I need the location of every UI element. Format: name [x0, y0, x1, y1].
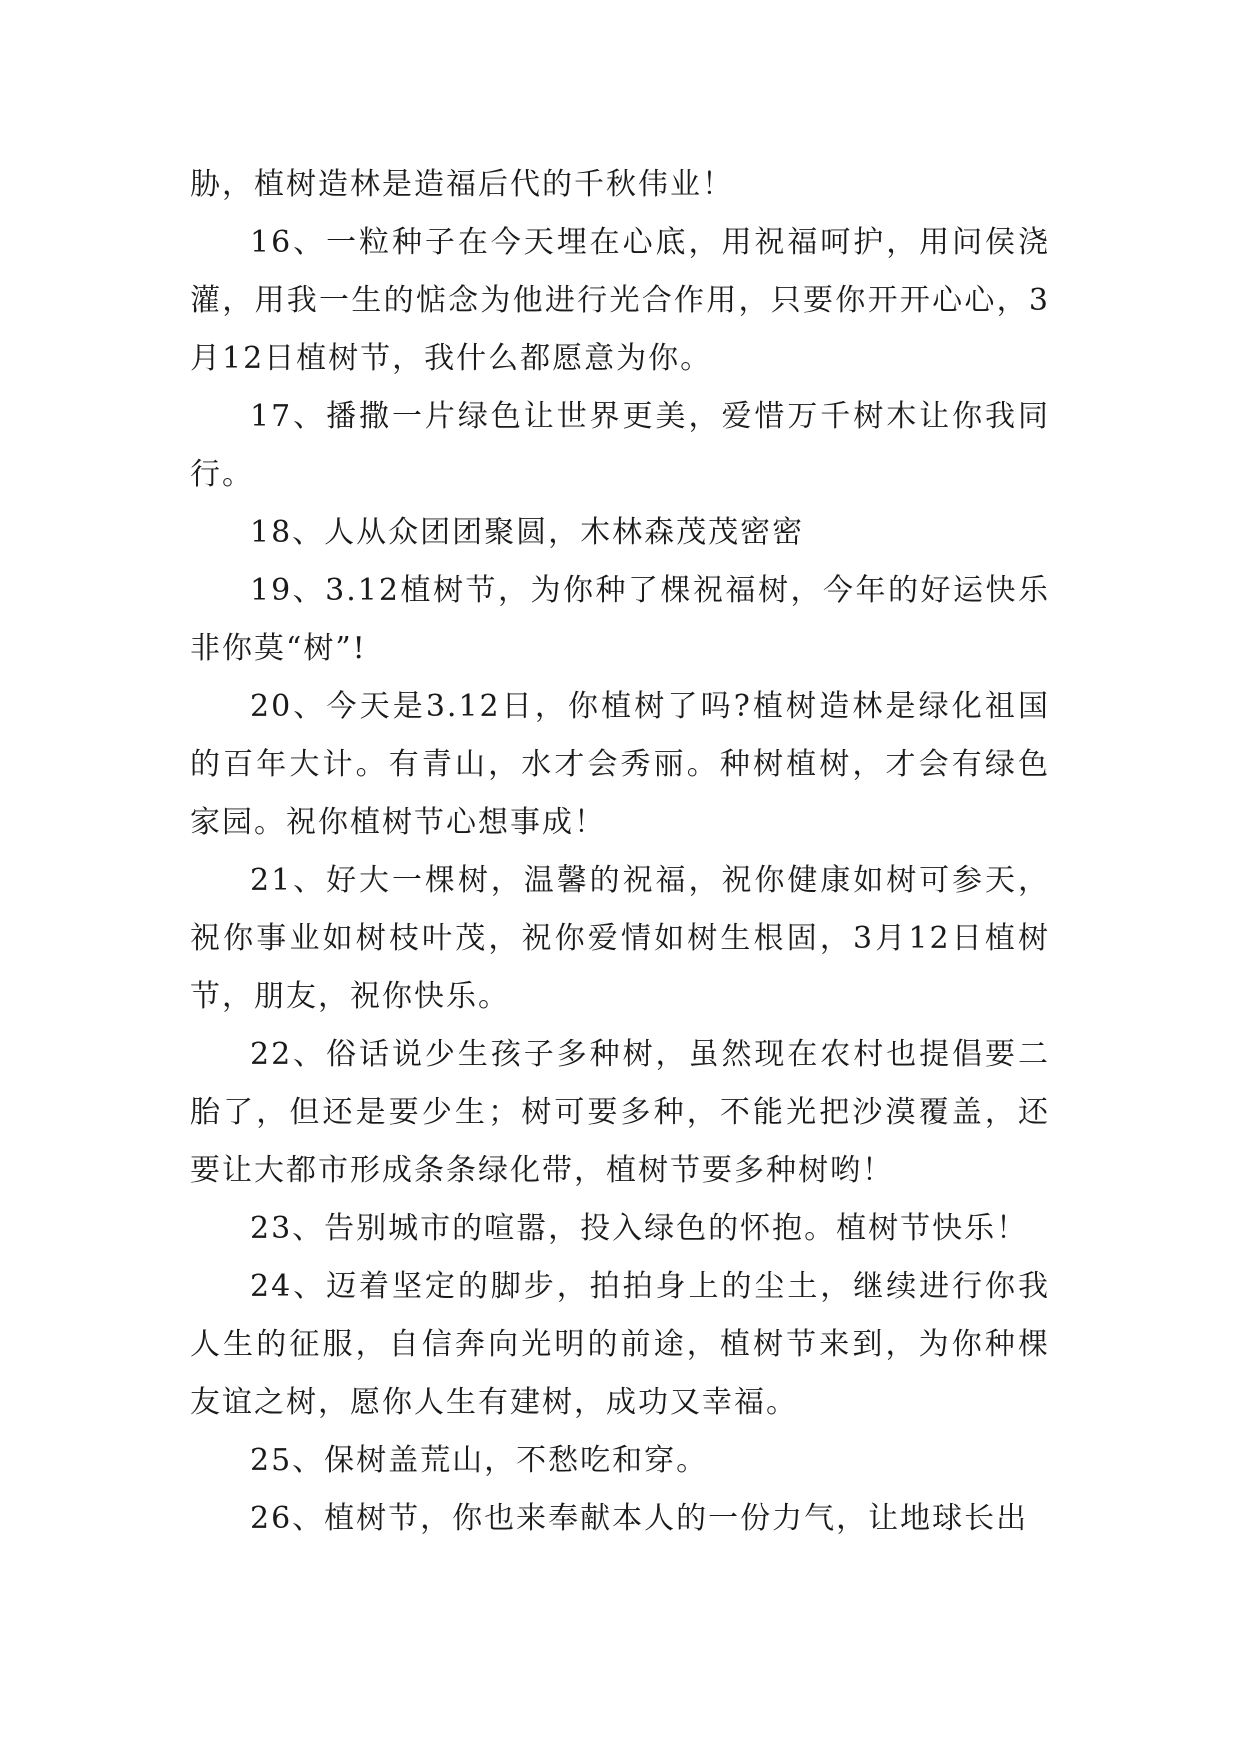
document-body — [190, 156, 1050, 1548]
paragraph-18: 18、人从众团团聚圆，木林森茂茂密密 — [250, 515, 805, 550]
paragraph-19: 19、3.12植树节，为你种了棵祝福树，今年的好运快乐非你莫“树”! — [190, 573, 1050, 666]
paragraph-16: 16、一粒种子在今天埋在心底，用祝福呵护，用问侯浇灌，用我一生的惦念为他进行光合作用，只要你开开心心，3月12日植树节，我什么都愿意为你。 — [190, 225, 1050, 376]
paragraph-26: 26、植树节，你也来奉献本人的一份力气，让地球长出 — [250, 1501, 1029, 1536]
paragraph-21: 21、好大一棵树，温馨的祝福，祝你健康如树可参天，祝你事业如树枝叶茂，祝你爱情如树生根固，3月12日植树节，朋友，祝你快乐。 — [190, 863, 1050, 1014]
paragraph-17: 17、播撒一片绿色让世界更美，爱惜万千树木让你我同行。 — [190, 399, 1050, 492]
paragraph-25: 25、保树盖荒山，不愁吃和穿。 — [250, 1443, 709, 1478]
paragraph-20: 20、今天是3.12日，你植树了吗?植树造林是绿化祖国的百年大计。有青山，水才会秀丽。种树植树，才会有绿色家园。祝你植树节心想事成！ — [190, 689, 1050, 840]
paragraph-24: 24、迈着坚定的脚步，拍拍身上的尘土，继续进行你我人生的征服，自信奔向光明的前途，植树节来到，为你种棵友谊之树，愿你人生有建树，成功又幸福。 — [190, 1269, 1050, 1420]
paragraph-23: 23、告别城市的喧嚣，投入绿色的怀抱。植树节快乐！ — [250, 1211, 1029, 1246]
paragraph-22: 22、俗话说少生孩子多种树，虽然现在农村也提倡要二胎了，但还是要少生；树可要多种，不能光把沙漠覆盖，还要让大都市形成条条绿化带，植树节要多种树哟！ — [190, 1037, 1050, 1188]
paragraph-continuation: 胁，植树造林是造福后代的千秋伟业！ — [190, 167, 734, 202]
